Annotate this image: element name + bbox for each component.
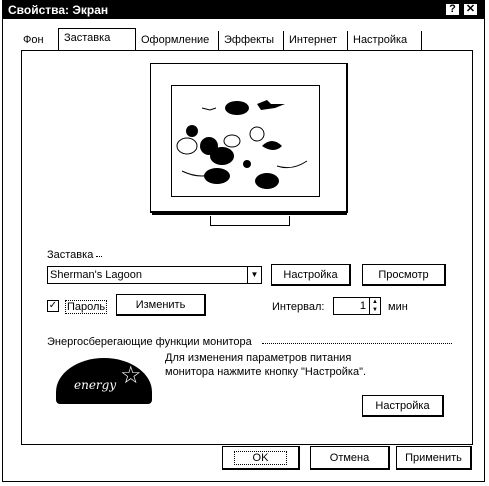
change-password-button[interactable]: Изменить — [116, 294, 206, 316]
window-title: Свойства: Экран — [8, 3, 109, 17]
screensaver-preview-image — [172, 86, 319, 196]
screensaver-select-value: Sherman's Lagoon — [50, 269, 142, 281]
energy-group-label: Энергосберегающие функции монитора — [47, 336, 252, 348]
star-icon: ☆ — [120, 362, 142, 389]
energy-group-line — [262, 343, 452, 344]
interval-label: Интервал: — [272, 301, 325, 313]
tab-effects[interactable]: Эффекты — [219, 31, 284, 50]
spinner-arrows-icon[interactable]: ▲ ▼ — [369, 298, 380, 314]
screensaver-preview-screen — [171, 85, 320, 197]
tab-internet[interactable]: Интернет — [284, 31, 348, 50]
cancel-button[interactable]: Отмена — [310, 446, 390, 470]
tab-background[interactable]: Фон — [23, 34, 44, 46]
energy-description-line2: монитора нажмите кнопку "Настройка". — [165, 366, 367, 378]
energy-description-line1: Для изменения параметров питания — [165, 352, 352, 364]
energy-logo-text: energy — [74, 378, 117, 392]
close-button[interactable]: ✕ — [463, 3, 478, 16]
password-checkbox[interactable]: ✓ — [48, 300, 58, 311]
preview-button[interactable]: Просмотр — [362, 264, 446, 286]
apply-button[interactable]: Применить — [396, 446, 472, 470]
chevron-down-icon[interactable]: ▼ — [247, 267, 261, 283]
interval-unit: мин — [388, 301, 408, 313]
tab-appearance[interactable]: Оформление — [136, 31, 219, 50]
help-button[interactable]: ? — [445, 3, 460, 16]
tab-screensaver[interactable]: Заставка — [58, 28, 136, 50]
monitor-base — [152, 213, 347, 215]
screensaver-group-label: Заставка — [47, 249, 94, 261]
screensaver-group-line — [96, 256, 102, 257]
energy-settings-button[interactable]: Настройка — [362, 395, 444, 417]
screensaver-select[interactable] — [47, 266, 262, 284]
tab-settings[interactable]: Настройка — [348, 31, 422, 50]
interval-value: 1 — [359, 300, 366, 312]
ok-button[interactable]: OK — [222, 446, 300, 470]
password-label[interactable]: Пароль — [67, 301, 106, 313]
title-bar[interactable] — [3, 1, 484, 19]
monitor-stand — [210, 216, 290, 226]
screensaver-settings-button[interactable]: Настройка — [271, 264, 351, 286]
interval-spinner[interactable] — [333, 297, 381, 315]
